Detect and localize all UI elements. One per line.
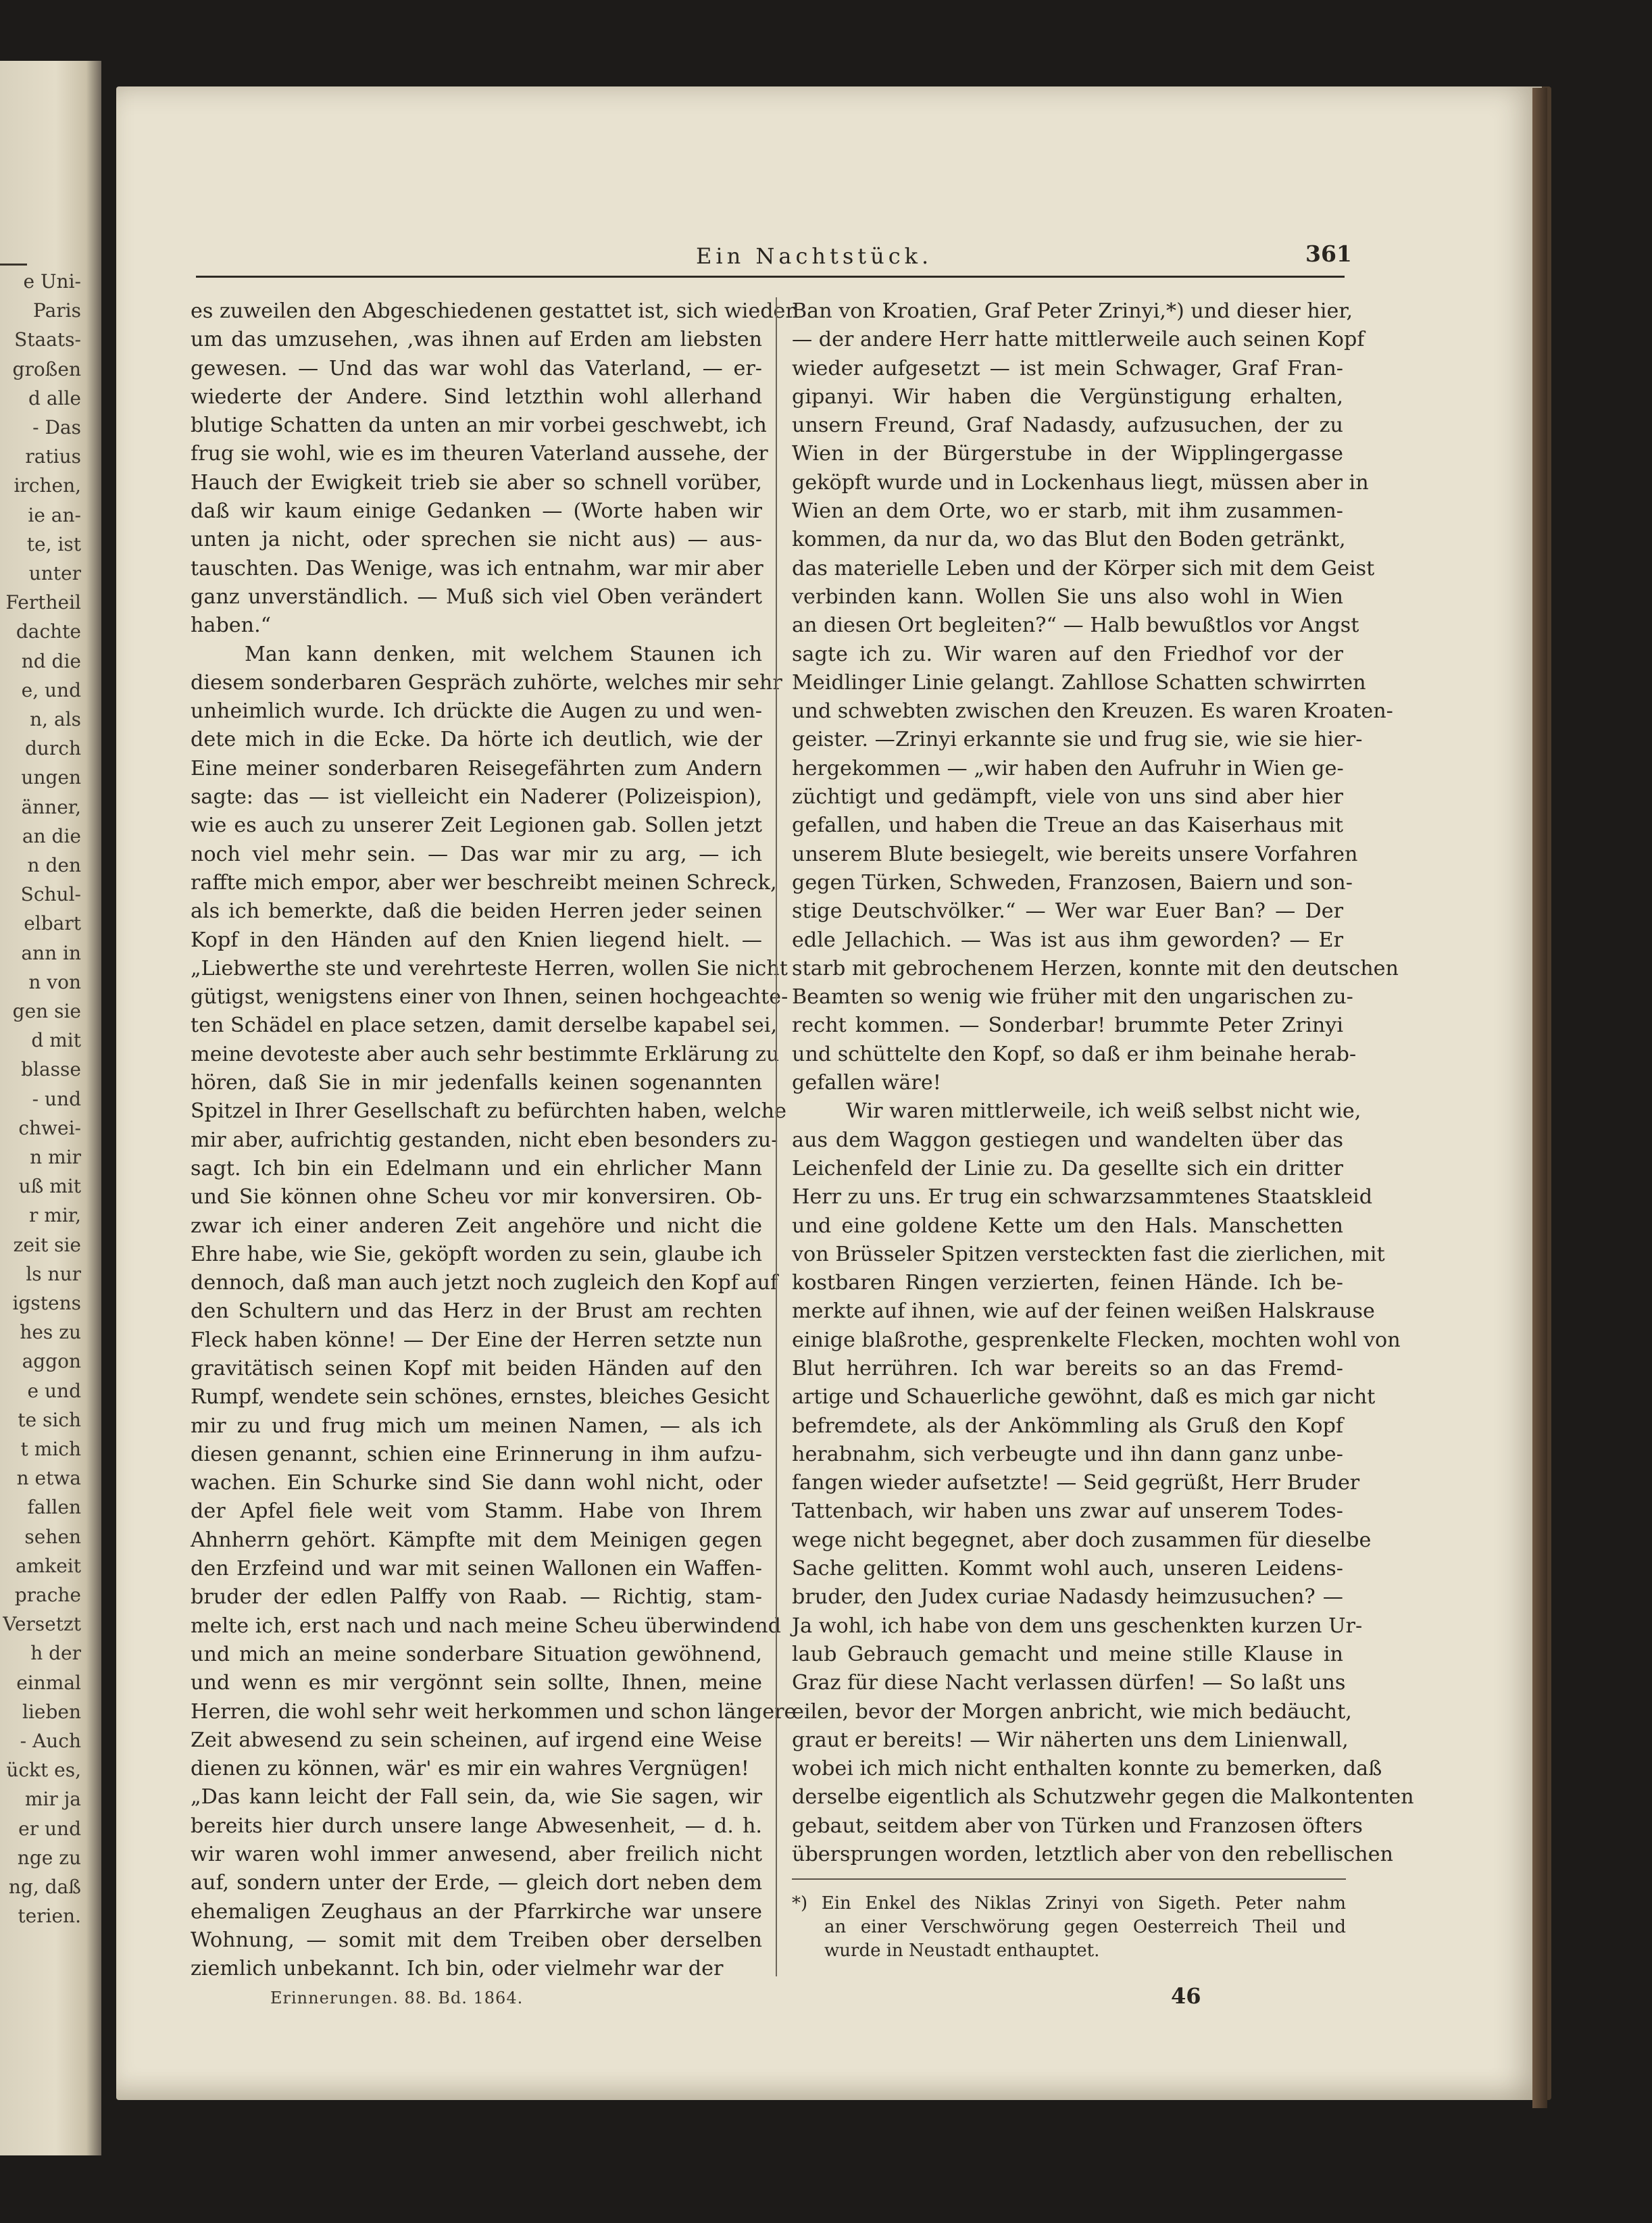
text-line: als ich bemerkte, daß die beiden Herren jeder seinen [191,899,762,924]
text-line: herabnahm, sich verbeugte und ihn dann ganz unbe- [792,1442,1343,1466]
left-page-fragment: nge zu [17,1846,81,1869]
left-page-fragment: ann in [21,941,81,964]
signature-line: Erinnerungen. 88. Bd. 1864. [270,1989,524,2007]
left-page-fragment: d alle [28,386,81,409]
left-page-fragment: h der [30,1642,81,1665]
text-line: Zeit abwesend zu sein scheinen, auf irgend eine Weise [191,1728,762,1752]
text-line: verbinden kann. Wollen Sie uns also wohl in Wien [792,584,1343,609]
text-line: übersprungen worden, letztlich aber von den rebellischen [792,1843,1393,1867]
text-line: und Sie können ohne Scheu vor mir konversiren. Ob- [191,1185,762,1209]
sheet-number: 46 [1171,1983,1201,2009]
text-line: gipanyi. Wir haben die Vergünstigung erhalten, [792,384,1343,409]
text-line: Wir waren mittlerweile, ich weiß selbst nicht wie, [846,1099,1361,1124]
text-line: unheimlich wurde. Ich drückte die Augen zu und wen- [191,699,762,724]
column-divider [776,297,777,1976]
text-line: Beamten so wenig wie früher mit den ungarischen zu- [792,985,1353,1009]
text-line: gegen Türken, Schweden, Franzosen, Baiern und son- [792,870,1353,895]
text-line: das materielle Leben und der Körper sich mit dem Geist [792,556,1375,580]
text-line: ehemaligen Zeughaus an der Pfarrkirche war unsere [191,1899,762,1924]
left-page-fragment: lieben [22,1700,81,1723]
text-line: einige blaßrothe, gesprenkelte Flecken, mochten wohl von [792,1328,1401,1352]
text-line: merkte auf ihnen, wie auf der feinen weißen Halskrause [792,1299,1375,1324]
left-page-fragment: sehen [24,1525,81,1548]
left-page-fragment: elbart [24,912,81,935]
left-page-fragment: amkeit [16,1554,81,1577]
text-line: befremdete, als der Ankömmling als Gruß den Kopf [792,1414,1343,1438]
text-line: raffte mich empor, aber wer beschreibt meinen Schreck, [191,870,777,895]
left-page-strip [0,61,101,2155]
text-line: unsern Freund, Graf Nadasdy, aufzusuchen, der zu [792,414,1343,438]
text-line: Man kann denken, mit welchem Staunen ich [245,642,762,666]
text-line: noch viel mehr sein. — Das war mir zu arg, — ich [191,842,762,866]
text-line: laub Gebrauch gemacht und meine stille Klause in [792,1642,1343,1666]
text-line: wachen. Ein Schurke sind Sie dann wohl nicht, oder [191,1471,762,1495]
left-page-fragment: - Das [32,416,81,439]
footnote [792,1892,1346,1963]
left-page-fragment: d mit [31,1029,81,1052]
left-page-fragment: Versetzt [3,1613,81,1636]
left-page-fragment: irchen, [14,474,81,497]
text-line: es zuweilen den Abgeschiedenen gestattet ist, sich wieder [191,299,795,323]
text-line: Meidlinger Linie gelangt. Zahllose Schatten schwirrten [792,670,1366,695]
text-line: eilen, bevor der Morgen anbricht, wie mich bedäucht, [792,1699,1352,1724]
left-page-fragment: prache [14,1584,81,1606]
text-line: Wien in der Bürgerstube in der Wipplingergasse [792,442,1343,466]
text-line: den Erzfeind und war mit seinen Wallonen ein Waffen- [191,1557,762,1581]
left-page-fragment: e Uni- [23,270,81,293]
text-line: und schwebten zwischen den Kreuzen. Es waren Kroaten- [792,699,1393,724]
text-line: Ban von Kroatien, Graf Peter Zrinyi,*) und dieser hier, [792,299,1353,323]
left-page-fragment: - und [32,1087,81,1110]
left-page-fragment: n, als [30,708,81,730]
text-line: unten ja nicht, oder sprechen sie nicht aus) — aus- [191,528,762,552]
text-line: derselbe eigentlich als Schutzwehr gegen die Malkontenten [792,1785,1414,1809]
text-line: starb mit gebrochenem Herzen, konnte mit den deutschen [792,956,1399,980]
left-page-fragment: igstens [12,1292,81,1314]
left-page-fragment: hes zu [20,1321,81,1344]
left-page-fragment: zeit sie [13,1233,81,1256]
text-line: haben.“ [191,614,272,638]
text-line: an diesen Ort begleiten?“ — Halb bewußtlos vor Angst [792,614,1359,638]
text-line: den Schultern und das Herz in der Brust am rechten [191,1299,762,1324]
text-line: Ehre habe, wie Sie, geköpft worden zu sein, glaube ich [191,1242,762,1266]
text-line: Ja wohl, ich habe von dem uns geschenkten kurzen Ur- [792,1614,1363,1638]
text-line: frug sie wohl, wie es im theuren Vaterland aussehe, der [191,442,768,466]
text-line: ziemlich unbekannt. Ich bin, oder vielmehr war der [191,1957,724,1981]
text-line: daß wir kaum einige Gedanken — (Worte haben wir [191,499,762,524]
page-edge [1532,88,1547,2108]
left-page-fragment: te sich [18,1408,81,1431]
text-line: der Apfel fiele weit vom Stamm. Habe von Ihrem [191,1499,762,1524]
text-line: kostbaren Ringen verzierten, feinen Hände. Ich be- [792,1271,1343,1295]
left-page-fragment: - Auch [20,1730,81,1752]
text-line: artige und Schauerliche gewöhnt, daß es mich gar nicht [792,1385,1376,1409]
text-line: graut er bereits! — Wir näherten uns dem Linienwall, [792,1728,1349,1752]
text-line: — der andere Herr hatte mittlerweile auch seinen Kopf [792,328,1365,352]
text-line: meine devoteste aber auch sehr bestimmte Erklärung zu [191,1042,780,1066]
text-line: fangen wieder aufsetzte! — Seid gegrüßt, Herr Bruder [792,1471,1360,1495]
text-line: unserem Blute besiegelt, wie bereits unsere Vorfahren [792,842,1358,866]
text-line: und wenn es mir vergönnt sein sollte, Ihnen, meine [191,1671,762,1695]
text-line: Fleck haben könne! — Der Eine der Herren setzte nun [191,1328,762,1352]
text-line: wir waren wohl immer anwesend, aber freilich nicht [191,1843,762,1867]
text-line: dete mich in die Ecke. Da hörte ich deutlich, wie der [191,728,762,752]
left-page-fragment: te, ist [26,532,81,555]
text-line: mir zu und frug mich um meinen Namen, — als ich [191,1414,762,1438]
text-line: bereits hier durch unsere lange Abwesenheit, — d. h. [191,1814,762,1838]
running-title: Ein Nachtstück. [696,243,933,269]
text-line: Herr zu uns. Er trug ein schwarzsammtenes Staatskleid [792,1185,1373,1209]
left-column [191,297,797,1984]
text-line: wieder aufgesetzt — ist mein Schwager, Graf Fran- [792,356,1343,380]
left-page-fragment: fallen [27,1496,81,1519]
text-line: melte ich, erst nach und nach meine Scheu überwindend [191,1614,781,1638]
left-page-fragment: aggon [22,1350,81,1373]
right-column [792,297,1414,1869]
left-page-fragment: nd die [21,649,81,672]
text-line: bruder, den Judex curiae Nadasdy heimzusuchen? — [792,1585,1343,1609]
text-line: ten Schädel en place setzen, damit derselbe kapabel sei, [191,1014,778,1038]
left-page-fragment: Fertheil [5,591,81,614]
left-page-fragment: Paris [33,299,81,322]
text-line: Sache gelitten. Kommt wohl auch, unseren Leidens- [792,1557,1343,1581]
text-line: Herren, die wohl sehr weit herkommen und schon längere [191,1699,797,1724]
text-line: zwar ich einer anderen Zeit angehöre und nicht die [191,1214,762,1238]
left-page-fragment: ratius [25,445,81,468]
text-line: Hauch der Ewigkeit trieb sie aber so schnell vorüber, [191,470,762,495]
left-page-fragment: einmal [16,1671,81,1694]
left-page-fragment: Schul- [20,883,81,906]
text-line: hören, daß Sie in mir jedenfalls keinen sogenannten [191,1071,762,1095]
left-page-fragment: ls nur [26,1262,81,1285]
text-line: diesen genannt, schien eine Erinnerung in ihm aufzu- [191,1442,762,1466]
text-line: und eine goldene Kette um den Hals. Manschetten [792,1214,1343,1238]
text-line: und schüttelte den Kopf, so daß er ihm beinahe herab- [792,1042,1357,1066]
text-line: Wohnung, — somit mit dem Treiben ober derselben [191,1928,762,1952]
page-number: 361 [1305,241,1352,267]
text-line: blutige Schatten da unten an mir vorbei geschwebt, ich [191,414,767,438]
text-line: kommen, da nur da, wo das Blut den Boden getränkt, [792,528,1346,552]
text-line: gütigst, wenigstens einer von Ihnen, seinen hochgeachte- [191,985,789,1009]
text-line: Kopf in den Händen auf den Knien liegend hielt. — [191,928,762,952]
text-line: Blut herrühren. Ich war bereits so an das Fremd- [792,1356,1343,1380]
text-line: stige Deutschvölker.“ — Wer war Euer Ban? — Der [792,899,1343,924]
left-page-fragment: t mich [20,1438,81,1460]
left-page-fragment: ungen [21,766,81,789]
text-line: Leichenfeld der Linie zu. Da gesellte sich ein dritter [792,1156,1343,1180]
text-line: ganz unverständlich. — Muß sich viel Oben verändert [191,584,762,609]
text-line: gebaut, seitdem aber von Türken und Franzosen öfters [792,1814,1363,1838]
left-page-fragment: r mir, [29,1204,81,1227]
footnote-line: *) Ein Enkel des Niklas Zrinyi von Sigeth. Peter nahm [792,1893,1346,1914]
left-page-fragment: n mir [30,1146,81,1168]
text-line: gefallen wäre! [792,1071,941,1095]
text-line: geköpft wurde und in Lockenhaus liegt, müssen aber in [792,470,1369,495]
text-line: von Brüsseler Spitzen versteckten fast die zierlichen, mit [792,1242,1385,1266]
text-line: wege nicht begegnet, aber doch zusammen für dieselbe [792,1528,1372,1552]
left-page-fragment: terien. [18,1905,81,1928]
text-line: Ahnherrn gehört. Kämpfte mit dem Meinigen gegen [191,1528,762,1552]
left-page-fragment: n etwa [16,1467,81,1490]
text-line: auf, sondern unter der Erde, — gleich dort neben dem [191,1871,762,1895]
left-page-fragment: er und [18,1817,81,1840]
left-page-fragment: n den [27,854,81,876]
left-page-fragment: großen [12,357,81,380]
left-page-fragment: an die [22,824,81,847]
left-page-fragment: Staats- [14,328,81,351]
text-line: Graz für diese Nacht verlassen dürfen! — So laßt uns [792,1671,1346,1695]
left-page-fragment: e, und [21,678,81,701]
text-line: Wien an dem Orte, wo er starb, mit ihm zusammen- [792,499,1343,524]
text-line: gravitätisch seinen Kopf mit beiden Händen auf den [191,1356,762,1380]
left-page-fragment: blasse [21,1058,81,1081]
text-line: wie es auch zu unserer Zeit Legionen gab. Sollen jetzt [191,814,762,838]
text-line: aus dem Waggon gestiegen und wandelten über das [792,1128,1343,1152]
text-line: sagte ich zu. Wir waren auf den Friedhof vor der [792,642,1343,666]
text-line: diesem sonderbaren Gespräch zuhörte, welches mir sehr [191,670,782,695]
text-line: mir aber, aufrichtig gestanden, nicht eben besonders zu- [191,1128,778,1152]
left-page-fragment: mir ja [24,1788,81,1811]
text-line: „Das kann leicht der Fall sein, da, wie Sie sagen, wir [191,1785,762,1809]
text-line: bruder der edlen Palffy von Raab. — Richtig, stam- [191,1585,762,1609]
left-page-fragment: ückt es, [6,1759,81,1782]
text-line: um das umzusehen, ‚was ihnen auf Erden am liebsten [191,328,762,352]
text-line: Tattenbach, wir haben uns zwar auf unserem Todes- [792,1499,1343,1524]
left-page-rule [0,264,27,266]
left-page-fragment: uß mit [18,1175,81,1198]
left-page-fragment: ie an- [28,503,81,526]
text-line: dienen zu können, wär' es mir ein wahres Vergnügen! [191,1757,749,1781]
left-page-fragment: unter [28,562,81,584]
left-page-fragment: änner, [21,795,81,818]
left-page-fragment: n von [28,970,81,993]
left-page-fragment: gen sie [12,1000,81,1022]
text-line: wiederte der Andere. Sind letzthin wohl allerhand [191,384,762,409]
text-line: recht kommen. — Sonderbar! brummte Peter Zrinyi [792,1014,1343,1038]
text-line: sagt. Ich bin ein Edelmann und ein ehrlicher Mann [191,1156,762,1180]
text-line: „Liebwerthe ste und verehrteste Herren, wollen Sie nicht [191,956,788,980]
left-page-fragment: chwei- [18,1116,81,1139]
text-line: gewesen. — Und das war wohl das Vaterland, — er- [191,356,762,380]
left-page-fragment: durch [24,737,81,760]
footnote-line: wurde in Neustadt enthauptet. [824,1941,1100,1961]
text-line: hergekommen — „wir haben den Aufruhr in Wien ge- [792,756,1344,780]
text-line: züchtigt und gedämpft, viele von uns sind aber hier [792,785,1343,809]
left-page-fragment: ng, daß [8,1876,81,1898]
footnote-rule [792,1878,1346,1880]
text-line: geister. —Zrinyi erkannte sie und frug sie, wie sie hier- [792,728,1363,752]
left-page-fragment: e und [27,1379,81,1402]
text-line: Eine meiner sonderbaren Reisegefährten zum Andern [191,756,762,780]
text-line: und mich an meine sonderbare Situation gewöhnend, [191,1642,762,1666]
footnote-line: an einer Verschwörung gegen Oesterreich Theil und [824,1917,1346,1937]
text-line: dennoch, daß man auch jetzt noch zugleich den Kopf auf [191,1271,778,1295]
text-line: tauschten. Das Wenige, was ich entnahm, war mir aber [191,556,764,580]
text-line: edle Jellachich. — Was ist aus ihm geworden? — Er [792,928,1343,952]
text-line: Rumpf, wendete sein schönes, ernstes, bleiches Gesicht [191,1385,770,1409]
text-line: gefallen, und haben die Treue an das Kaiserhaus mit [792,814,1343,838]
text-line: wobei ich mich nicht enthalten konnte zu bemerken, daß [792,1757,1382,1781]
text-line: Spitzel in Ihrer Gesellschaft zu befürchten haben, welche [191,1099,786,1124]
text-line: sagte: das — ist vielleicht ein Naderer (Polizeispion), [191,785,762,809]
left-page-fragment: dachte [16,620,81,643]
